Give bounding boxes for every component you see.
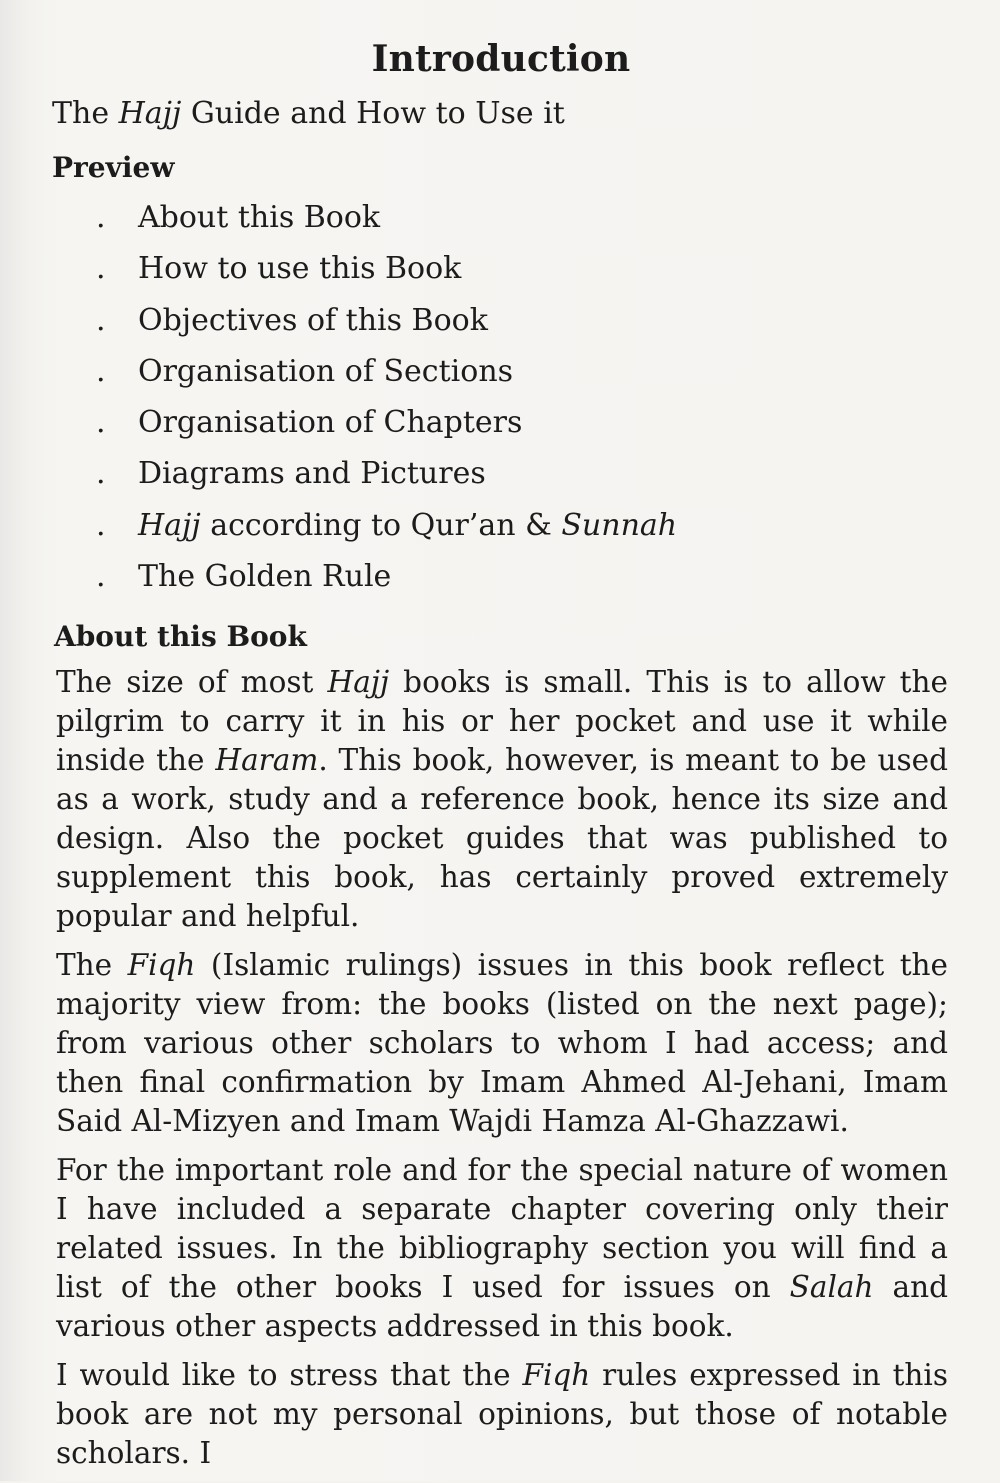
preview-item [52,346,950,397]
subtitle-emphasis: Hajj [118,96,182,131]
bullet: . [96,353,106,389]
preview-item-label: The Golden Rule [138,559,392,595]
paragraph [56,946,948,1141]
paragraph-text: I would like to stress that the [56,1358,523,1393]
bullet: . [96,559,106,595]
preview-heading: Preview [52,151,175,184]
paragraph-emphasis: Fiqh [522,1358,591,1393]
paragraph [56,1151,948,1346]
preview-item [52,243,950,294]
preview-item-label: How to use this Book [138,251,462,287]
paragraph-text: and various other aspects addressed in this book. [56,1270,948,1344]
bullet: . [96,507,106,543]
paragraph-emphasis: Hajj [327,665,390,700]
paragraph-text: The size of most [56,665,328,700]
preview-item [52,500,950,551]
preview-item [52,192,950,243]
paragraph-text: (Islamic rulings) issues in this book reflect the majority view from: the books (listed on the next page); from various other scholars to whom I had access; and then final confirmation by Imam Ahmed Al-Jehani, Imam Said Al-Mizyen and Imam Wajdi Hamza Al-Ghazzawi. [56,948,949,1139]
paragraph-text: rules expressed in this book are not my personal opinions, but those of notable scholars. I [56,1358,948,1471]
preview-item [52,295,950,346]
paragraph-text: books is small. This is to allow the pilgrim to carry it in his or her pocket and use it while inside the [56,665,948,778]
preview-item-label: Organisation of Chapters [138,405,523,441]
paragraph-emphasis: Salah [789,1270,874,1305]
preview-item [52,448,950,499]
preview-item-label: Objectives of this Book [138,302,488,338]
preview-item-emphasis: Sunnah [561,507,678,543]
preview-item-emphasis: Hajj [138,507,201,543]
page-content [52,38,950,1483]
preview-item-label: Diagrams and Pictures [138,456,486,492]
paragraph-text: The [56,948,128,983]
bullet: . [96,251,106,287]
subtitle-text: The [52,96,119,131]
preview-item [52,397,950,448]
preview-item-label: About this Book [138,200,381,235]
paragraph-text: For the important role and for the special nature of women I have included a separate chapter covering only their related issues. In the bibliography section you will find a list of the other books I used for issues on [56,1153,948,1305]
preview-list [52,192,950,602]
page-subtitle [52,96,950,131]
subtitle-text-end: Guide and How to Use it [181,96,565,131]
preview-item [52,551,950,602]
paragraph-emphasis: Haram [215,743,319,778]
bullet: . [96,405,106,441]
paragraph [56,1356,948,1473]
about-heading: About this Book [54,620,307,654]
bullet: . [96,456,106,492]
paragraph [56,663,948,936]
bullet: . [96,302,106,338]
paragraph-text: . This book, however, is meant to be used as a work, study and a reference book, hence its size and design. Also the pocket guides that was published to supplement this book, has certainly proved extremely popular and helpful. [56,743,948,934]
bullet: . [96,200,106,235]
page-title: Introduction [371,38,631,80]
preview-item-label: Organisation of Sections [138,353,514,389]
paragraph-emphasis: Fiqh [127,948,196,983]
preview-item-label: according to Qur’an & [200,507,562,543]
